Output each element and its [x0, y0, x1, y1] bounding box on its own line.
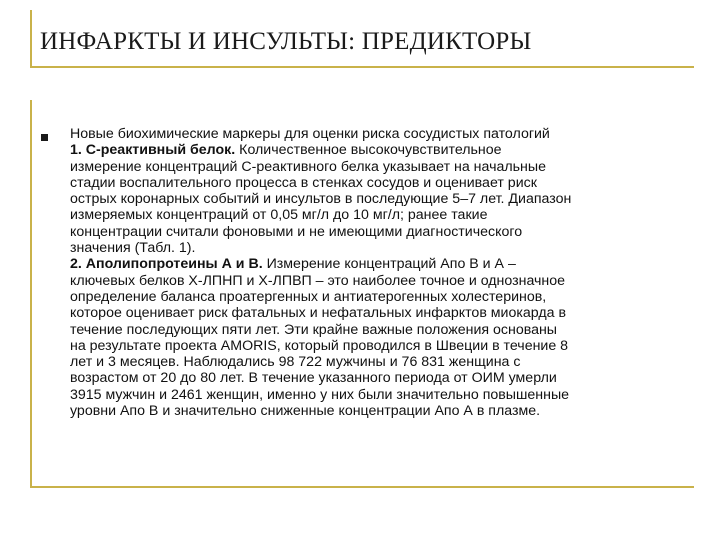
paragraph-line — [70, 354, 692, 370]
line-text: уровни Апо В и значительно сниженные концентрации Апо А в плазме. — [70, 403, 541, 420]
bullet-paragraph — [70, 126, 692, 419]
line-text: значения (Табл. 1). — [70, 240, 196, 257]
title-left-rule — [30, 10, 32, 68]
paragraph-line — [70, 256, 692, 272]
line-text: возрастом от 20 до 80 лет. В течение указанного периода от ОИМ умерли — [70, 370, 557, 387]
paragraph-line — [70, 224, 692, 240]
paragraph-line — [70, 273, 692, 289]
paragraph-line — [70, 305, 692, 321]
bold-heading-text: 1. С-реактивный белок. — [70, 142, 236, 159]
line-text: Измерение концентраций Апо В и А – — [262, 256, 516, 273]
paragraph-line — [70, 387, 692, 403]
line-text: лет и 3 месяцев. Наблюдались 98 722 мужчины и 76 831 женщина с — [70, 354, 521, 371]
paragraph-line — [70, 289, 692, 305]
line-text: определение баланса проатергенных и антиатерогенных холестеринов, — [70, 288, 547, 305]
paragraph-line — [70, 159, 692, 175]
footer-rule — [30, 486, 694, 488]
line-text: течение последующих пяти лет. Эти крайне важные положения основаны — [70, 321, 558, 338]
line-text: стадии воспалительного процесса в стенках сосудов и оценивает риск — [70, 174, 537, 191]
line-text: на результате проекта AMORIS, который проводился в Швеции в течение 8 — [70, 337, 569, 354]
paragraph-line — [70, 175, 692, 191]
title-underline-rule — [30, 66, 694, 68]
paragraph-line — [70, 240, 692, 256]
paragraph-line — [70, 142, 692, 158]
paragraph-line — [70, 207, 692, 223]
line-text: 3915 мужчин и 2461 женщин, именно у них были значительно повышенные — [70, 386, 570, 403]
line-text: измеряемых концентраций от 0,05 мг/л до 10 мг/л; ранее такие — [70, 207, 488, 224]
line-text: Количественное высокочувствительное — [235, 142, 502, 159]
body-left-rule — [30, 100, 32, 488]
line-text: Новые биохимические маркеры для оценки риска сосудистых патологий — [70, 126, 550, 142]
line-text: которое оценивает риск фатальных и нефатальных инфарктов миокарда в — [70, 305, 566, 322]
paragraph-line — [70, 370, 692, 386]
paragraph-line — [70, 322, 692, 338]
paragraph-line — [70, 403, 692, 419]
square-bullet-icon — [41, 134, 48, 141]
slide-title: ИНФАРКТЫ И ИНСУЛЬТЫ: ПРЕДИКТОРЫ — [40, 28, 532, 55]
line-text: измерение концентраций С-реактивного белка указывает на начальные — [70, 158, 546, 175]
bold-heading-text: 2. Аполипопротеины А и В. — [70, 256, 263, 273]
paragraph-line — [70, 126, 692, 142]
line-text: концентрации считали фоновыми и не имеющими диагностического — [70, 223, 523, 240]
line-text: острых коронарных событий и инсультов в последующие 5–7 лет. Диапазон — [70, 191, 572, 208]
paragraph-line — [70, 191, 692, 207]
paragraph-line — [70, 338, 692, 354]
line-text: ключевых белков Х-ЛПНП и Х-ЛПВП – это наиболее точное и однозначное — [70, 272, 566, 289]
